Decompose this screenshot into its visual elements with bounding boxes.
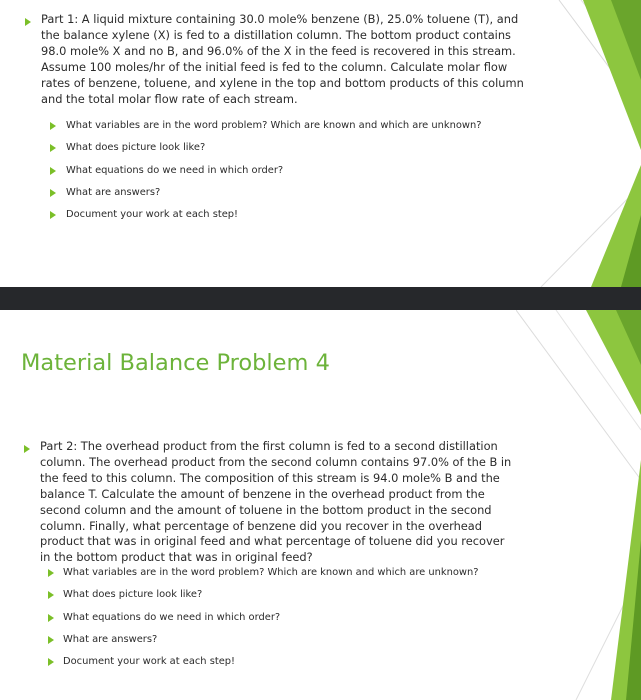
- bullet-arrow-icon: [48, 591, 54, 599]
- part-1-text: Part 1: A liquid mixture containing 30.0 mole% benzene (B), 25.0% toluene (T), and the balance xylene (X) is fed to a distillation column. The bottom product contains 98.0 mole% X and no B, and 96.0% of the X in the feed is recovered in this stream. Assume 100 moles/hr of the initial feed is fed to the column. Calculate molar flow rates of benzene, toluene, and xylene in the top and bottom products of this column and the total molar flow rate of each stream.: [41, 12, 524, 106]
- green-corner-decoration: [516, 310, 641, 700]
- bullet-arrow-icon: [50, 189, 56, 197]
- bullet-arrow-icon: [48, 658, 54, 666]
- slide-2: Material Balance Problem 4 Part 2: The overhead product from the first column is fed to a second distillation column. The overhead product from the second column contains 97.0% of the B in the feed to this column. The composition of this stream is 94.0 mole% B and the balance T. Calculate the amount of benzene in the overhead product from the second column and the amount of toluene in the bottom product in the second column. Finally, what percentage of benzene did you recover in the overhead product that was in original feed and what percentage of toluene did you recover in the bottom product that was in original feed? What variables are in the word problem? Which are known and which are unknown? What does picture look like? What equations do we need in which order? What are answers? Document your work at each step!: [0, 310, 641, 700]
- bullet-arrow-icon: [50, 167, 56, 175]
- bullet-arrow-icon: [50, 122, 56, 130]
- bullet-arrow-icon: [50, 211, 56, 219]
- green-corner-decoration: [521, 0, 641, 287]
- page-title: Material Balance Problem 4: [21, 350, 330, 376]
- bullet-arrow-icon: [50, 144, 56, 152]
- bullet-arrow-icon: [48, 636, 54, 644]
- bullet-arrow-icon: [25, 18, 31, 26]
- bullet-arrow-icon: [24, 445, 30, 453]
- slide-separator: [0, 287, 641, 310]
- bullet-arrow-icon: [48, 614, 54, 622]
- bullet-arrow-icon: [48, 569, 54, 577]
- part-2-text: Part 2: The overhead product from the first column is fed to a second distillation column. The overhead product from the second column contains 97.0% of the B in the feed to this column. The composition of this stream is 94.0 mole% B and the balance T. Calculate the amount of benzene in the overhead product from the second column and the amount of toluene in the bottom product in the second column. Finally, what percentage of benzene did you recover in the overhead product that was in original feed and what percentage of toluene did you recover in the bottom product that was in original feed?: [40, 439, 512, 565]
- slide-1: Part 1: A liquid mixture containing 30.0 mole% benzene (B), 25.0% toluene (T), and the balance xylene (X) is fed to a distillation column. The bottom product contains 98.0 mole% X and no B, and 96.0% of the X in the feed is recovered in this stream. Assume 100 moles/hr of the initial feed is fed to the column. Calculate molar flow rates of benzene, toluene, and xylene in the top and bottom products of this column and the total molar flow rate of each stream. What variables are in the word problem? Which are known and which are unknown? What does picture look like? What equations do we need in which order? What are answers? Document your work at each step!: [0, 0, 641, 287]
